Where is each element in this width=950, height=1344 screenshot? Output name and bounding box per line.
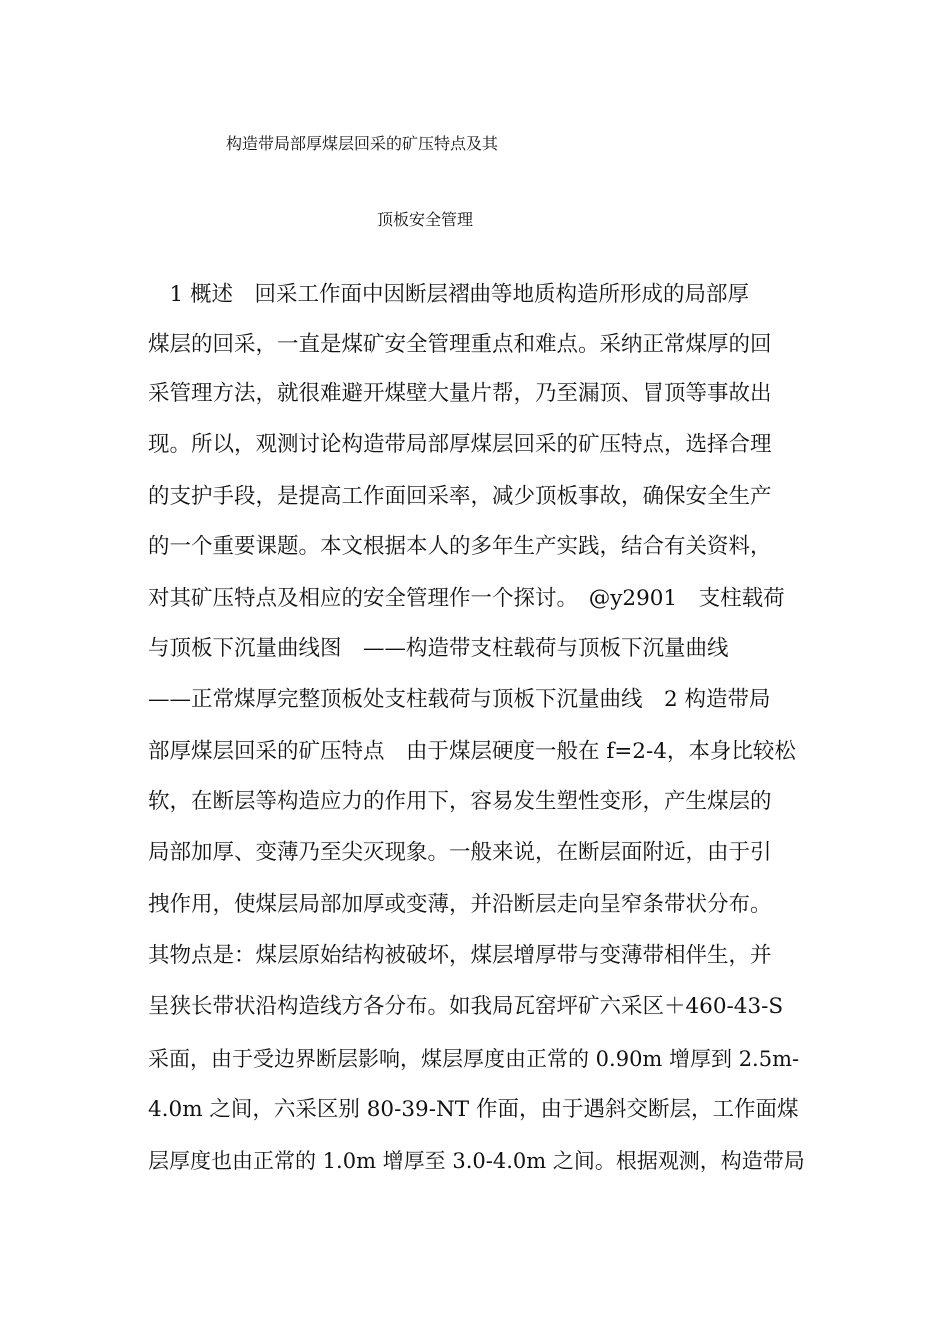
paragraph-line: 对其矿压特点及相应的安全管理作一个探讨。 @y2901 支柱载荷	[148, 586, 785, 611]
paragraph-line: 4.0m 之间，六采区别 80-39-NT 作面，由于遇斜交断层，工作面煤	[148, 1097, 799, 1122]
paragraph-line: 采管理方法，就很难避开煤壁大量片帮，乃至漏顶、冒顶等事故出	[148, 381, 772, 406]
paragraph-line: 采面，由于受边界断层影响，煤层厚度由正常的 0.90m 增厚到 2.5m-	[148, 1047, 800, 1071]
paragraph-line: 煤层的回采，一直是煤矿安全管理重点和难点。采纳正常煤厚的回	[148, 332, 772, 357]
paragraph-line: 软，在断层等构造应力的作用下，容易发生塑性变形，产生煤层的	[148, 789, 772, 814]
paragraph-line: 层厚度也由正常的 1.0m 增厚至 3.0-4.0m 之间。根据观测，构造带局	[148, 1149, 805, 1173]
paragraph-line: 1 概述 回采工作面中因断层褶曲等地质构造所形成的局部厚	[148, 282, 750, 307]
paragraph-line: ——正常煤厚完整顶板处支柱载荷与顶板下沉量曲线 2 构造带局	[148, 687, 771, 712]
paragraph-line: 的支护手段，是提高工作面回采率，减少顶板事故，确保安全生产	[148, 484, 772, 509]
document-title-line-1: 构造带局部厚煤层回采的矿压特点及其	[226, 134, 499, 153]
paragraph-line: 其物点是：煤层原始结构被破坏，煤层增厚带与变薄带相伴生，并	[148, 943, 772, 968]
paragraph-line: 呈狭长带状沿构造线方各分布。如我局瓦窑坪矿六采区＋460-43-S	[148, 994, 784, 1019]
paragraph-line: 拽作用，使煤层局部加厚或变薄，并沿断层走向呈窄条带状分布。	[148, 892, 772, 917]
document-title-line-2: 顶板安全管理	[377, 210, 474, 229]
paragraph-line: 现。所以，观测讨论构造带局部厚煤层回采的矿压特点，选择合理	[148, 432, 772, 457]
paragraph-line: 局部加厚、变薄乃至尖灭现象。一般来说，在断层面附近，由于引	[148, 840, 772, 865]
paragraph-line: 部厚煤层回采的矿压特点 由于煤层硬度一般在 f=2-4，本身比较松	[148, 739, 796, 764]
paragraph-line: 与顶板下沉量曲线图 ——构造带支柱载荷与顶板下沉量曲线	[148, 636, 729, 661]
paragraph-line: 的一个重要课题。本文根据本人的多年生产实践，结合有关资料，	[148, 534, 772, 559]
